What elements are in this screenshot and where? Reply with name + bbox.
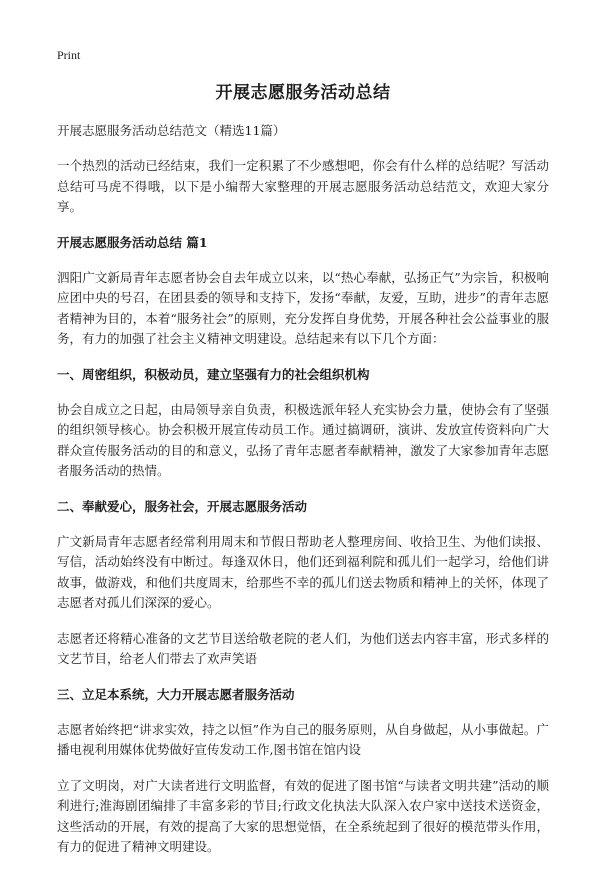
subheading-a: 一、周密组织，积极动员，建立坚强有力的社会组织机构	[57, 366, 370, 382]
paragraph-4: 志愿者还将精心准备的文艺节目送给敬老院的老人们，为他们送去内容丰富，形式多样的文艺节目，给老人们带去了欢声笑语	[57, 630, 549, 666]
paragraph-1: 泗阳广文新局青年志愿者协会自去年成立以来，以“热心奉献，弘扬正气”为宗旨，积极响应团中央的号召，在团县委的领导和支持下，发扬“奉献，友爱，互助，进步”的青年志愿者精神为目的，本着“服务社会”的原则，充分发挥自身优势，开展各种社会公益事业的服务，有力的加强了社会主义精神文明建设。总结起来有以下几个方面：	[57, 269, 549, 346]
subheading-b: 二、奉献爱心，服务社会，开展志愿服务活动	[57, 498, 308, 514]
paragraph-6: 立了文明岗，对广大读者进行文明监督，有效的促进了图书馆“与读者文明共建”活动的顺利进行;淮海剧团编排了丰富多彩的节目;行政文化执法大队深入农户家中送技术送资金，这些活动的开展，有效的提高了大家的思想觉悟，在全系统起到了很好的模范带头作用，有力的促进了精神文明建设。	[57, 777, 549, 854]
print-link[interactable]: Print	[57, 48, 81, 62]
document-body	[57, 78, 549, 873]
intro-paragraph: 一个热烈的活动已经结束，我们一定积累了不少感想吧，你会有什么样的总结呢？写活动总结可马虎不得哦，以下是小编帮大家整理的开展志愿服务活动总结范文，欢迎大家分享。	[57, 158, 549, 214]
subheading-c: 三、立足本系统，大力开展志愿者服务活动	[57, 686, 295, 702]
document-subtitle: 开展志愿服务活动总结范文（精选11篇）	[57, 123, 286, 138]
page-title: 开展志愿服务活动总结	[215, 83, 391, 103]
paragraph-2: 协会自成立之日起，由局领导亲自负责，积极选派年轻人充实协会力量，使协会有了坚强的组织领导核心。协会积极开展宣传动员工作。通过搞调研，演讲、发放宣传资料向广大群众宣传服务活动的目的和意义，弘扬了青年志愿者奉献精神，激发了大家参加青年志愿者服务活动的热情。	[57, 401, 549, 478]
paragraph-3: 广文新局青年志愿者经常利用周末和节假日帮助老人整理房间、收拾卫生、为他们读报、写信，活动始终没有中断过。每逢双休日，他们还到福利院和孤儿们一起学习，给他们讲故事，做游戏，和他们共度周末，给那些不幸的孤儿们送去物质和精神上的关怀，体现了志愿者对孤儿们深深的爱心。	[57, 533, 549, 610]
paragraph-5: 志愿者始终把“讲求实效，持之以恒”作为自己的服务原则，从自身做起，从小事做起。广播电视利用媒体优势做好宣传发动工作,图书馆在馆内设	[57, 721, 549, 757]
section-heading-1: 开展志愿服务活动总结 篇1	[57, 234, 208, 250]
